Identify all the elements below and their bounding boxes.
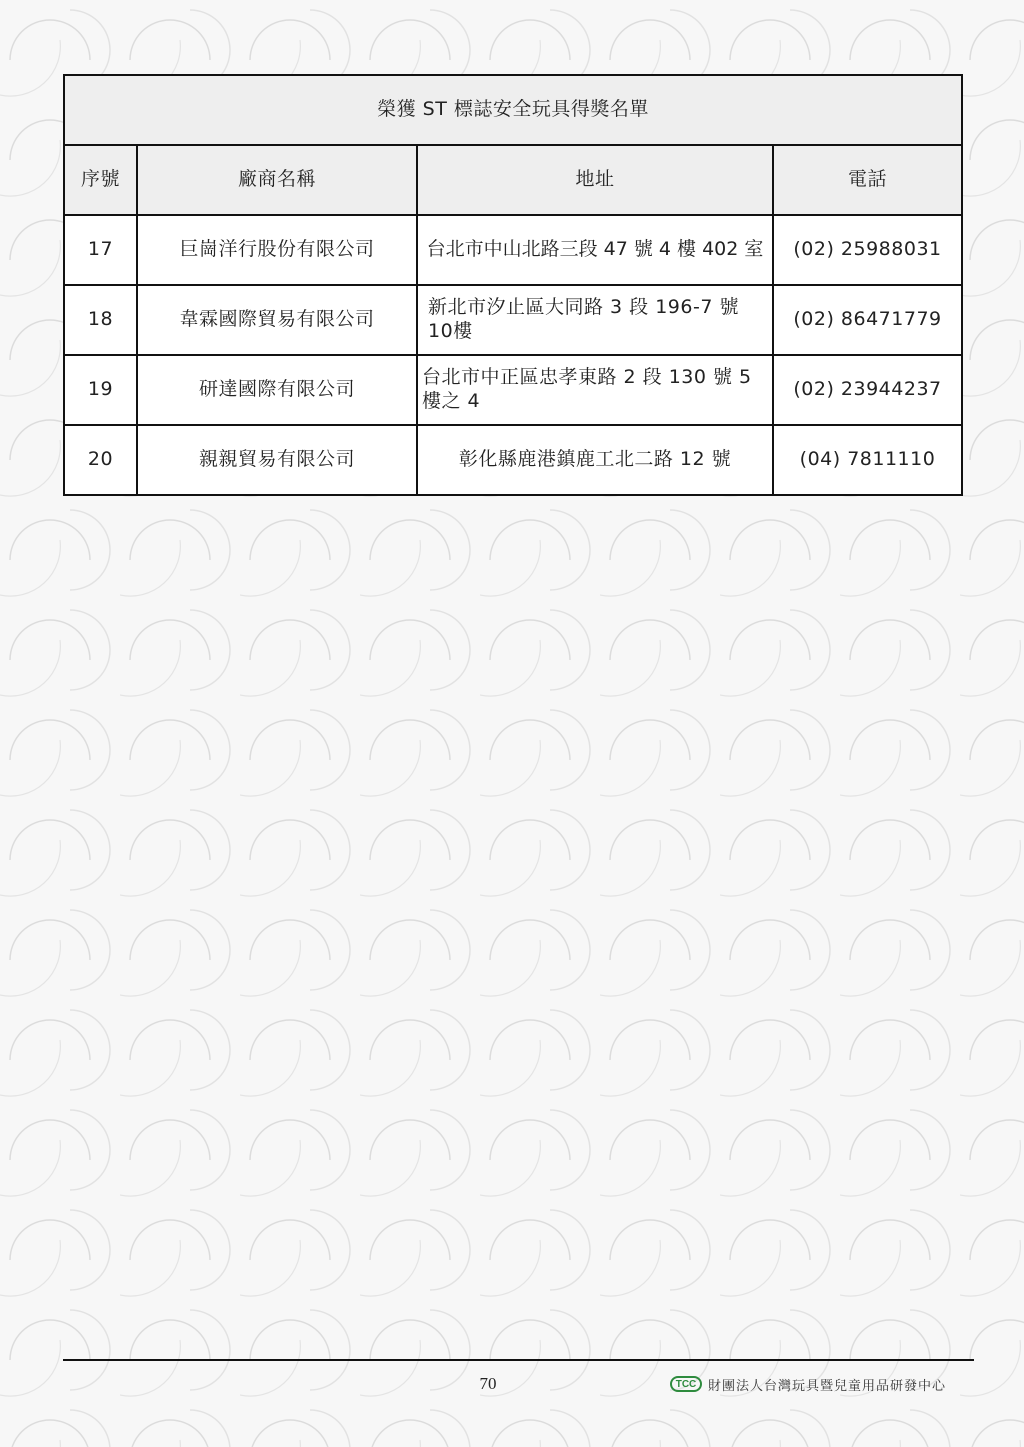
row-company: 親親貿易有限公司 bbox=[137, 425, 417, 495]
row-serial: 17 bbox=[64, 215, 137, 285]
header-address: 地址 bbox=[417, 145, 773, 215]
row-address: 彰化縣鹿港鎮鹿工北二路 12 號 bbox=[417, 425, 773, 495]
header-serial: 序號 bbox=[64, 145, 137, 215]
footer-organization-logo bbox=[670, 1373, 970, 1395]
row-address: 台北市中山北路三段 47 號 4 樓 402 室 bbox=[417, 215, 773, 285]
row-phone: (02) 25988031 bbox=[773, 215, 962, 285]
header-company: 廠商名稱 bbox=[137, 145, 417, 215]
row-serial: 19 bbox=[64, 355, 137, 425]
organization-name: 財團法人台灣玩具暨兒童用品研發中心 bbox=[708, 1378, 947, 1394]
row-phone: (02) 86471779 bbox=[773, 285, 962, 355]
tcc-logo-icon: TCC bbox=[670, 1376, 702, 1392]
row-company: 韋霖國際貿易有限公司 bbox=[137, 285, 417, 355]
row-phone: (04) 7811110 bbox=[773, 425, 962, 495]
row-address: 新北市汐止區大同路 3 段 196-7 號 10樓 bbox=[417, 285, 773, 355]
award-list-table bbox=[63, 74, 963, 496]
table-row bbox=[64, 285, 962, 355]
page-number: 70 bbox=[479, 1374, 497, 1393]
row-company: 巨崗洋行股份有限公司 bbox=[137, 215, 417, 285]
row-address: 台北市中正區忠孝東路 2 段 130 號 5 樓之 4 bbox=[417, 355, 773, 425]
row-serial: 18 bbox=[64, 285, 137, 355]
row-phone: (02) 23944237 bbox=[773, 355, 962, 425]
row-company: 研達國際有限公司 bbox=[137, 355, 417, 425]
table-row bbox=[64, 355, 962, 425]
header-phone: 電話 bbox=[773, 145, 962, 215]
table-title: 榮獲 ST 標誌安全玩具得獎名單 bbox=[64, 75, 962, 145]
table-header-row bbox=[64, 145, 962, 215]
row-serial: 20 bbox=[64, 425, 137, 495]
table-title-row bbox=[64, 75, 962, 145]
footer-divider bbox=[63, 1359, 974, 1361]
table-row bbox=[64, 425, 962, 495]
table-row bbox=[64, 215, 962, 285]
